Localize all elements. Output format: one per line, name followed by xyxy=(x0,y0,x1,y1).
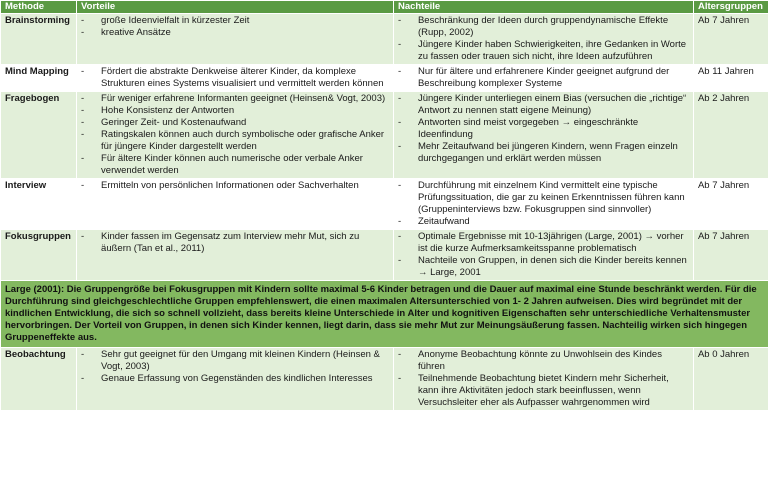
pros-item: - kreative Ansätze xyxy=(81,27,389,39)
cons-item: - Teilnehmende Beobachtung bietet Kindern mehr Sicherheit, kann ihre Aktivitäten jedoch stark beeinflussen, wenn Versuchsleiter eher als Aufpasser wahrgenommen wird xyxy=(398,373,689,409)
age-cell: Ab 11 Jahren xyxy=(693,65,768,92)
cons-cell xyxy=(393,14,693,65)
cons-item: - Zeitaufwand xyxy=(398,216,689,228)
row-fragebogen xyxy=(1,92,769,179)
pros-item: - Für ältere Kinder können auch numerische oder verbale Anker verwendet werden xyxy=(81,153,389,177)
cons-cell xyxy=(393,179,693,230)
method-cell: Fokusgruppen xyxy=(1,230,77,281)
pros-cell xyxy=(77,92,394,179)
pros-item: - Ratingskalen können auch durch symbolische oder grafische Anker für jüngere Kinder dargestellt werden xyxy=(81,129,389,153)
pros-item: - Geringer Zeit- und Kostenaufwand xyxy=(81,117,389,129)
header-row xyxy=(1,1,769,14)
pros-item: - große Ideenvielfalt in kürzester Zeit xyxy=(81,15,389,27)
pros-item: - Fördert die abstrakte Denkweise älterer Kinder, da komplexe Strukturen eines Systems visualisiert und vermittelt werden können xyxy=(81,66,389,90)
method-cell: Interview xyxy=(1,179,77,230)
pros-item: - Ermitteln von persönlichen Informationen oder Sachverhalten xyxy=(81,180,389,192)
method-cell: Beobachtung xyxy=(1,348,77,411)
age-cell: Ab 7 Jahren xyxy=(693,230,768,281)
pros-item: - Sehr gut geeignet für den Umgang mit kleinen Kindern (Heinsen & Vogt, 2003) xyxy=(81,349,389,373)
pros-item: - Genaue Erfassung von Gegenständen des kindlichen Interesses xyxy=(81,373,389,385)
method-cell: Fragebogen xyxy=(1,92,77,179)
large-2001-note: Large (2001): Die Gruppengröße bei Fokusgruppen mit Kindern sollte maximal 5-6 Kinder betragen und die Dauer auf maximal eine Stunde beschränkt werden. Für die Durchführung sind gleichgeschlechtliche Gruppen empfehlenswert, die einen maximalen Altersunterschied von 1- 2 Jahren aufweisen. Dies wird begründet mit der kindlichen Entwicklung, die sich so schnell vollzieht, dass bereits kleine Unterschiede in Alter und kognitiven Eigenschaften sehr unterschiedliche Verhaltensmuster hervorbringen. Der Vorteil von Gruppen, in denen sich Kinder kennen, liegt darin, dass sie mehr Mut zur Meinungsäußerung fassen. Nachteilig wirken sich hingegen Gruppeneffekte aus. xyxy=(1,281,769,348)
row-interview xyxy=(1,179,769,230)
pros-cell xyxy=(77,348,394,411)
cons-cell xyxy=(393,65,693,92)
header-cons: Nachteile xyxy=(393,1,693,14)
cons-item: - Optimale Ergebnisse mit 10-13jährigen (Large, 2001) → vorher ist die kurze Aufmerksamkeitsspanne problematisch xyxy=(398,231,689,255)
age-cell: Ab 0 Jahren xyxy=(693,348,768,411)
header-age: Altersgruppen xyxy=(693,1,768,14)
cons-item: - Anonyme Beobachtung könnte zu Unwohlsein des Kindes führen xyxy=(398,349,689,373)
cons-item: - Antworten sind meist vorgegeben → eingeschränkte Ideenfindung xyxy=(398,117,689,141)
cons-cell xyxy=(393,230,693,281)
row-mind-mapping xyxy=(1,65,769,92)
age-cell: Ab 7 Jahren xyxy=(693,179,768,230)
pros-cell xyxy=(77,230,394,281)
header-method: Methode xyxy=(1,1,77,14)
cons-item: - Beschränkung der Ideen durch gruppendynamische Effekte (Rupp, 2002) xyxy=(398,15,689,39)
cons-item: - Jüngere Kinder haben Schwierigkeiten, ihre Gedanken in Worte zu fassen oder trauen sich nicht, ihre Ideen aufzuführen xyxy=(398,39,689,63)
note-row xyxy=(1,281,769,348)
cons-item: - Mehr Zeitaufwand bei jüngeren Kindern, wenn Fragen einzeln durchgegangen und erklärt werden müssen xyxy=(398,141,689,165)
pros-cell xyxy=(77,65,394,92)
row-brainstorming xyxy=(1,14,769,65)
method-cell: Brainstorming xyxy=(1,14,77,65)
row-beobachtung xyxy=(1,348,769,411)
pros-cell xyxy=(77,14,394,65)
pros-cell xyxy=(77,179,394,230)
row-fokusgruppen xyxy=(1,230,769,281)
cons-item: - Nachteile von Gruppen, in denen sich die Kinder bereits kennen → Large, 2001 xyxy=(398,255,689,279)
header-pros: Vorteile xyxy=(77,1,394,14)
cons-item: - Durchführung mit einzelnem Kind vermittelt eine typische Prüfungssituation, die gar zu keinen Erkenntnissen führen kann (Gruppeninterviews bzw. Fokusgruppen sind sinnvoller) xyxy=(398,180,689,216)
cons-item: - Jüngere Kinder unterliegen einem Bias (versuchen die „richtige“ Antwort zu nennen statt eigene Meinung) xyxy=(398,93,689,117)
pros-item: - Hohe Konsistenz der Antworten xyxy=(81,105,389,117)
age-cell: Ab 2 Jahren xyxy=(693,92,768,179)
age-cell: Ab 7 Jahren xyxy=(693,14,768,65)
pros-item: - Für weniger erfahrene Informanten geeignet (Heinsen& Vogt, 2003) xyxy=(81,93,389,105)
cons-cell xyxy=(393,348,693,411)
pros-item: - Kinder fassen im Gegensatz zum Interview mehr Mut, sich zu äußern (Tan et al., 2011) xyxy=(81,231,389,255)
cons-item: - Nur für ältere und erfahrenere Kinder geeignet aufgrund der Beschreibung komplexer Systeme xyxy=(398,66,689,90)
method-cell: Mind Mapping xyxy=(1,65,77,92)
cons-cell xyxy=(393,92,693,179)
